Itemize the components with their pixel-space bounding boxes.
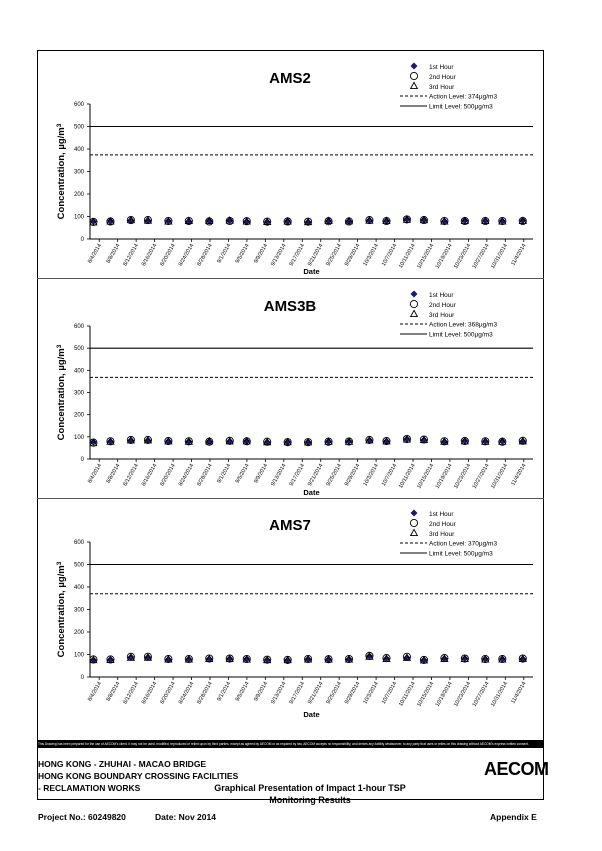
- legend-marker: [411, 310, 418, 316]
- x-tick-label: 10/31/2014: [490, 463, 510, 490]
- y-tick-label: 600: [73, 324, 84, 330]
- y-tick-label: 500: [73, 562, 84, 569]
- x-tick-label: 8/28/2014: [196, 243, 214, 268]
- x-tick-label: 10/23/2014: [453, 681, 473, 708]
- legend-label: 2nd Hour: [429, 521, 456, 528]
- x-tick-label: 9/21/2014: [307, 463, 325, 488]
- title-line-2: Monitoring Results: [269, 795, 351, 805]
- chart-ams2: [37, 53, 544, 279]
- drawing-title: [200, 782, 420, 806]
- y-tick-label: 300: [73, 169, 84, 176]
- x-tick-label: 8/8/2014: [105, 463, 122, 485]
- x-tick-label: 9/17/2014: [288, 243, 307, 268]
- x-tick-label: 8/4/2014: [87, 463, 103, 485]
- x-tick-label: 8/24/2014: [177, 243, 196, 268]
- x-tick-label: 9/13/2014: [270, 243, 288, 268]
- y-axis-label: Concentration, $\mu g/m^3$: [56, 123, 67, 220]
- x-tick-label: 8/4/2014: [87, 243, 103, 265]
- x-tick-label: 10/31/2014: [490, 681, 510, 708]
- y-tick-label: 200: [73, 192, 84, 198]
- legend-limit-label: Limit Level: 500µg/m3: [429, 331, 493, 339]
- x-tick-label: 10/3/2014: [362, 681, 380, 706]
- chart-ams7: [37, 500, 544, 724]
- y-tick-label: 300: [73, 390, 84, 397]
- x-tick-label: 9/25/2014: [325, 681, 343, 706]
- y-axis-label: Concentration, $\mu g/m^3$: [56, 344, 67, 441]
- y-axis-label: Concentration, $\mu g/m^3$: [56, 561, 67, 658]
- y-tick-label: 400: [73, 368, 84, 375]
- y-tick-label: 400: [73, 585, 84, 591]
- series-1: [90, 436, 526, 446]
- y-tick-label: 200: [73, 412, 84, 419]
- y-tick-label: 0: [80, 675, 84, 681]
- x-tick-label: 8/12/2014: [122, 243, 140, 268]
- x-tick-label: 8/20/2014: [159, 463, 177, 488]
- y-tick-label: 0: [80, 457, 84, 463]
- x-tick-label: 8/16/2014: [140, 463, 159, 488]
- x-tick-label: 9/13/2014: [270, 681, 288, 706]
- x-tick-label: 8/20/2014: [159, 681, 177, 706]
- legend-marker: [410, 72, 417, 79]
- x-tick-label: 9/9/2014: [253, 463, 270, 485]
- x-tick-label: 10/3/2014: [362, 243, 380, 268]
- legend-action-label: Action Level: 374µg/m3: [429, 93, 498, 101]
- legend: [400, 291, 497, 339]
- y-tick-label: 0: [80, 237, 84, 243]
- x-tick-label: 10/19/2014: [434, 681, 454, 708]
- x-tick-label: 8/24/2014: [177, 681, 196, 706]
- legend-label: 2nd Hour: [429, 74, 456, 81]
- x-tick-label: 10/15/2014: [416, 463, 436, 490]
- y-tick-label: 100: [73, 214, 84, 221]
- legend-limit-label: Limit Level: 500µg/m3: [429, 550, 493, 558]
- x-tick-label: 10/23/2014: [453, 463, 473, 490]
- x-tick-label: 8/28/2014: [196, 681, 214, 706]
- x-axis-label: Date: [303, 710, 320, 719]
- legend-label: 3rd Hour: [429, 531, 455, 538]
- x-tick-label: 8/12/2014: [122, 463, 140, 488]
- x-tick-label: 9/5/2014: [234, 243, 251, 265]
- legend-limit-label: Limit Level: 500µg/m3: [429, 103, 493, 111]
- legend: [400, 63, 497, 111]
- x-tick-label: 10/19/2014: [434, 243, 454, 270]
- x-tick-label: 9/29/2014: [343, 243, 362, 268]
- drawing-date: Date: Nov 2014: [155, 812, 216, 822]
- x-tick-label: 9/13/2014: [270, 463, 288, 488]
- y-tick-label: 100: [73, 434, 84, 441]
- x-tick-label: 8/16/2014: [140, 681, 159, 706]
- x-tick-label: 9/17/2014: [288, 463, 307, 488]
- x-tick-label: 9/25/2014: [325, 243, 343, 268]
- chart-ams3b: [37, 281, 544, 499]
- x-tick-label: 10/7/2014: [380, 243, 399, 268]
- x-tick-label: 8/24/2014: [177, 463, 196, 488]
- x-tick-label: 8/20/2014: [159, 243, 177, 268]
- x-tick-label: 8/16/2014: [140, 243, 159, 268]
- y-tick-label: 500: [73, 124, 84, 131]
- y-tick-label: 500: [73, 346, 84, 353]
- project-line-1: HONG KONG - ZHUHAI - MACAO BRIDGE: [38, 759, 207, 769]
- x-tick-label: 8/4/2014: [87, 681, 103, 703]
- x-tick-label: 10/15/2014: [416, 243, 436, 270]
- legend-marker: [410, 300, 417, 307]
- x-tick-label: 9/1/2014: [216, 681, 233, 703]
- x-tick-label: 9/25/2014: [325, 463, 343, 488]
- x-tick-label: 10/27/2014: [471, 243, 491, 270]
- x-tick-label: 11/4/2014: [510, 681, 528, 705]
- x-tick-label: 11/4/2014: [510, 463, 528, 487]
- x-tick-label: 8/28/2014: [196, 463, 214, 488]
- project-line-3: - RECLAMATION WORKS: [38, 783, 141, 793]
- x-tick-label: 9/17/2014: [288, 681, 307, 706]
- legend-label: 1st Hour: [429, 64, 454, 71]
- project-number: Project No.: 60249820: [38, 812, 126, 822]
- x-tick-label: 9/29/2014: [343, 463, 362, 488]
- x-tick-label: 8/8/2014: [105, 243, 122, 265]
- x-tick-label: 10/23/2014: [453, 243, 473, 270]
- x-tick-label: 9/29/2014: [343, 681, 362, 706]
- disclaimer-bar: This Drawing has been prepared for the use of AECOM's client. It may not be used, modified, reproduced or relied upon by third parties, except as agreed by AECOM or as required by law. AECOM accepts no responsibility, and denies any liability whatsoever, to any party that uses or relies on this drawing without AECOM's express written consent.: [38, 740, 543, 748]
- chart-title: AMS3B: [263, 298, 317, 315]
- legend-action-label: Action Level: 370µg/m3: [429, 540, 498, 548]
- appendix-label: Appendix E: [490, 812, 537, 822]
- chart-title: AMS7: [269, 517, 311, 534]
- legend-marker: [411, 510, 417, 516]
- legend-label: 1st Hour: [429, 511, 454, 518]
- series-1: [90, 216, 526, 225]
- project-line-2: HONG KONG BOUNDARY CROSSING FACILITIES: [38, 771, 239, 781]
- x-tick-label: 9/21/2014: [307, 681, 325, 706]
- x-tick-label: 10/19/2014: [434, 463, 454, 490]
- y-tick-label: 300: [73, 607, 84, 614]
- x-tick-label: 9/5/2014: [234, 681, 251, 703]
- x-tick-label: 8/12/2014: [122, 681, 140, 706]
- y-tick-label: 600: [73, 540, 84, 546]
- x-tick-label: 10/11/2014: [397, 681, 417, 708]
- x-tick-label: 10/7/2014: [380, 681, 399, 706]
- x-tick-label: 10/11/2014: [397, 463, 417, 490]
- x-tick-label: 9/9/2014: [253, 681, 270, 703]
- legend-label: 3rd Hour: [429, 84, 455, 91]
- legend-label: 3rd Hour: [429, 312, 455, 319]
- legend-action-label: Action Level: 368µg/m3: [429, 321, 498, 329]
- x-tick-label: 10/31/2014: [490, 243, 510, 270]
- aecom-logo: AECOM: [484, 759, 549, 779]
- x-tick-label: 9/9/2014: [253, 243, 270, 265]
- x-axis-label: Date: [303, 488, 320, 497]
- x-tick-label: 9/21/2014: [307, 243, 325, 268]
- x-tick-label: 10/7/2014: [380, 463, 399, 488]
- x-tick-label: 9/5/2014: [234, 463, 251, 485]
- chart-title: AMS2: [269, 70, 311, 87]
- legend-marker: [411, 82, 418, 88]
- x-tick-label: 9/1/2014: [216, 463, 233, 485]
- legend-marker: [411, 291, 417, 297]
- y-tick-label: 400: [73, 147, 84, 153]
- legend-marker: [411, 63, 417, 69]
- legend: [400, 510, 497, 558]
- y-tick-label: 100: [73, 652, 84, 659]
- x-tick-label: 8/8/2014: [105, 681, 122, 703]
- x-tick-label: 11/4/2014: [510, 243, 528, 267]
- legend-marker: [410, 519, 417, 526]
- x-tick-label: 10/15/2014: [416, 681, 436, 708]
- x-axis-label: Date: [303, 267, 320, 276]
- x-tick-label: 10/3/2014: [362, 463, 380, 488]
- x-tick-label: 10/27/2014: [471, 681, 491, 708]
- title-line-1: Graphical Presentation of Impact 1-hour TSP: [214, 783, 406, 793]
- x-tick-label: 9/1/2014: [216, 243, 233, 265]
- x-tick-label: 10/11/2014: [397, 243, 417, 270]
- x-tick-label: 10/27/2014: [471, 463, 491, 490]
- legend-label: 2nd Hour: [429, 302, 456, 309]
- legend-label: 1st Hour: [429, 292, 454, 299]
- y-tick-label: 200: [73, 630, 84, 636]
- legend-marker: [411, 529, 418, 535]
- y-tick-label: 600: [73, 102, 84, 108]
